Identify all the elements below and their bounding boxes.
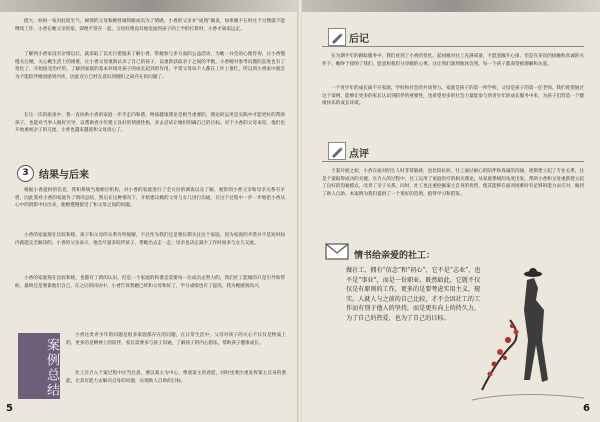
summary-paragraph: 社工在介入个案过程中应当注意，要以案主为中心，尊重案主的意愿，同时也要注重发挥案主自身的潜能，让其有能力去解决自身的问题，实现助人自助的目标。 [66, 371, 286, 384]
case-summary-label: 案例总结 [18, 333, 60, 399]
afterword-title: 后记 [349, 34, 369, 45]
results-paragraph: 根据小香提供的信息，我和系统当地相应机构，对小香的家庭进行了全方位的调查以及了解，观察到小香父亲和母亲关系有矛盾，因此我对小香的家庭作了情况总结，然后在这种情况下，开始建议她的父母与女儿进行沟通，在这个过程中一步一步地把小香从心中的阴影中拉出来，使她慢慢接受了和父母之间的问题。 [15, 188, 285, 209]
body-paragraph: 挺大，妈妈一家对此很生气，闹情的父母和她曾闹得跟成员为了情感，小香的父亲并“成熟”做说，如果她不在时这个习惯就不能继续工作，小香在她父亲的家，即便平常在一起，父母好像没有地觉面到孩子的上学的打算时，小香才离家远走。 [15, 19, 285, 32]
page-number: 5 [6, 403, 13, 414]
quote-title: 情书给亲爱的社工： [354, 251, 436, 261]
divider [322, 46, 584, 47]
review-paragraph: 个案开展之初，小香在面对陌生人时非常敏感，也比较抗拒。社工通过耐心的陪伴和真诚的沟通，逐渐建立起了专业关系，这是个案取得成功的关键。在介入的过程中，社工运用了家庭治疗的相关理论，从家庭系统的角度出发，帮助小香和父母重新建立起了良好的沟通模式，改善了亲子关系。同时，社工也注重挖掘案主自身的优势，使其能够在面对困难时有足够的能力去应对，做到了助人自助。本案例为我们提供了一个很好的范例，值得学习和借鉴。 [322, 169, 584, 198]
afterword-paragraph: 一个青少年的成长离不开家庭、学校和社会的共同努力。家庭是孩子的第一所学校，父母是孩子的第一任老师。我们希望通过这个案例，能够让更多的家长认识到陪伴的重要性，也希望更多的社会力量能参与到青少年的成长服务中来，为孩子们营造一个健康快乐的成长环境。 [322, 86, 584, 107]
pen-icon [328, 142, 346, 160]
afterword-paragraph: 在为期半年的跟踪服务中，我们看到了小香的变化。起初她对社工充满戒备，不愿意敞开心扉，但是在多次的接触和真诚的关怀下，她终于接纳了我们，愿意和我们分享她的心事。这让我们深刻地体会到，每一个孩子都渴望被理解和关爱。 [322, 54, 584, 67]
section-title: 结果与后来 [39, 170, 89, 181]
ink-brush-header [302, 0, 600, 12]
section-number-badge: 3 [17, 165, 34, 182]
page-number: 6 [583, 403, 590, 414]
pen-icon [328, 28, 346, 46]
results-paragraph: 小香的家庭现在比较和睦，孩子和父母的关系有所缓解，不过作为我们还是要长期关注这个家庭，因为家庭的矛盾并不是短时间内就能完全解决的。小香的父亲表示，他会尽量多陪伴孩子，带她出去走一走；母亲也决定减少工作时间多与女儿交流。 [15, 233, 285, 246]
review-title: 点评 [349, 149, 369, 160]
results-paragraph: 小香的家庭现在比较和睦，也都有了新的认识，但是一个家庭的和谐是需要每一位成员去努力的，我们社工能做的只是引导和帮助，最终还是要靠他们自己。在之后的回访中，小香告诉我她已经和父母和好了，学习成绩也有了提高，我为她感到高兴。 [15, 276, 285, 289]
left-page [0, 0, 298, 422]
quote-text: 做社工，拥有“信念”和“初心”，它不是“志业”，也不是“事业”，而是一份职业。既然如此，它就不仅仅是有原则的工作，更多的是要考虑实用主义、现实。人就人与之前的自己比较，才不会因社工的工作而有别于他人的坚持，而是更有向上的持久力，为了自己的热爱，也为了自己的目标。 [346, 267, 481, 322]
ink-brush-header [0, 0, 298, 12]
body-paragraph: 了解到小香家没有亲情以后，就采取了以先行措施来了解小香，带她参与多方面的公益活动，为她一并会的心理咨询，让小香慢慢关注她，关心她生活上的困难，让小香父母重新认识了自己的孩子，以重新获取亲子之间的平衡。小香她对参考问题的态度也有了变化了，开始接受治疗的，了解到家庭的基本环境对孩子的成长起到的作用，平常父母每个人都在工作上很忙，所以到小香家中就会为不能陪伴她而感到内疚，因此双方已经在意识到她们之间存在的问题了。 [15, 52, 285, 81]
right-page [302, 0, 600, 422]
divider [322, 161, 584, 162]
body-paragraph: 在这一次的座谈中，我一直协助小香的家庭一步步走向和谐。物质健康理论是相当重要的，理论的运用是实践中才能更好的帮助孩子。也能对当事人做好引导，以帮助青少年建立良好的情感性格，多去尝试让她们明确自己的目标。对于小香的父母来说，他们也开始重视亲子的交流，小香也越来越爱和父母谈心了。 [15, 113, 285, 134]
summary-paragraph: 小香这类青少年的问题是很多家庭都存在的问题，在日常生活中，父母对孩子的关心不仅仅是物质上的，更多的是精神上的陪伴，家长需要多与孩子沟通，了解孩子的内心想法，帮助孩子健康成长。 [66, 333, 286, 346]
